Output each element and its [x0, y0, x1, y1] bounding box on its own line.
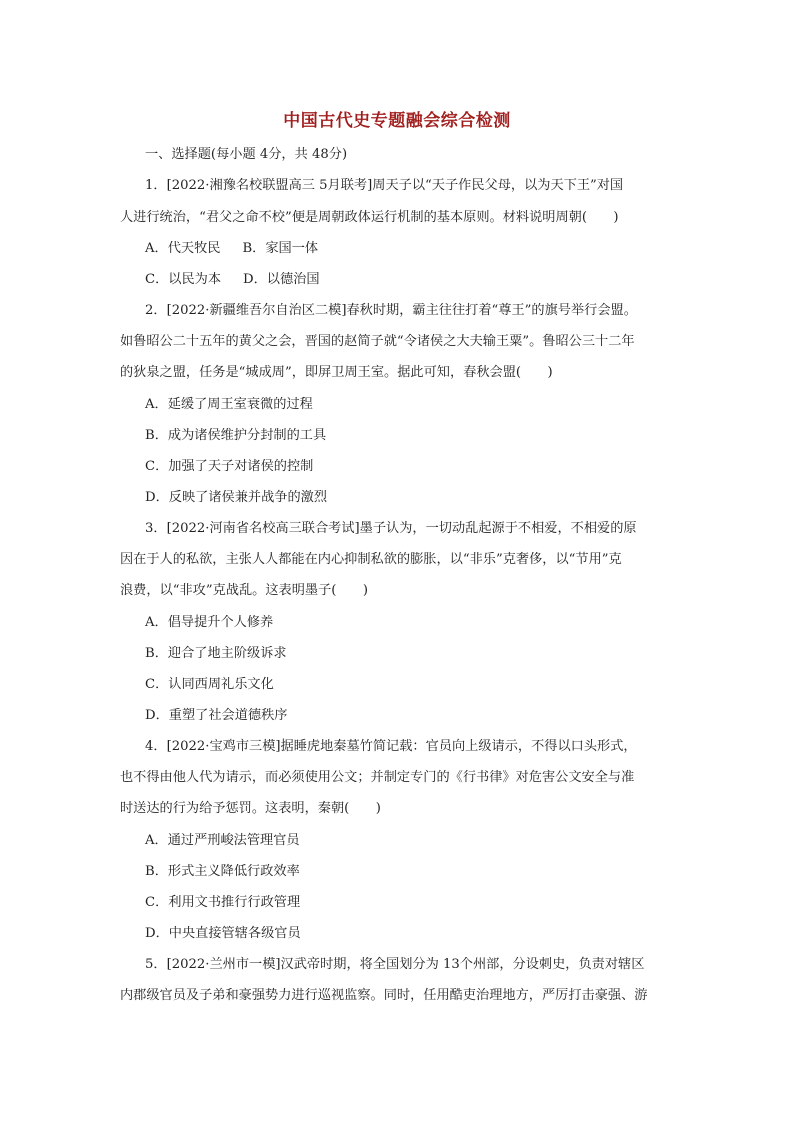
question-4-line-1: 4．[2022·宝鸡市三模]据睡虎地秦墓竹简记载：官员向上级请示，不得以口头形式，: [145, 739, 637, 754]
question-2-option-c: C．加强了天子对诸侯的控制: [145, 459, 314, 474]
question-1-option-b: B．家国一体: [242, 241, 319, 256]
question-1-options-row-1: [145, 240, 318, 258]
question-1-line-2: 人进行统治，“君父之命不校”便是周朝政体运行机制的基本原则。材料说明周朝( ): [120, 210, 619, 225]
question-5-line-2: 内郡级官员及子弟和豪强势力进行巡视监察。同时，任用酷吏治理地方，严厉打击豪强、游: [120, 988, 648, 1003]
question-4-line-2: 也不得由他人代为请示，而必须使用公文；并制定专门的《行书律》对危害公文安全与准: [120, 770, 635, 785]
question-4-option-c: C．利用文书推行行政管理: [145, 895, 301, 910]
question-1-options-row-2: [145, 271, 320, 289]
question-3-option-b: B．迎合了地主阶级诉求: [145, 646, 287, 661]
question-3-line-2: 因在于人的私欲，主张人人都能在内心抑制私欲的膨胀，以“非乐”克奢侈，以“节用”克: [120, 552, 622, 567]
question-3-line-1: 3．[2022·河南省名校高三联合考试]墨子认为，一切动乱起源于不相爱，不相爱的原: [145, 521, 637, 536]
question-5-line-1: 5．[2022·兰州市一模]汉武帝时期，将全国划分为 13个州部，分设刺史，负责对辖区: [145, 957, 645, 972]
question-2-line-1: 2．[2022·新疆维吾尔自治区二模]春秋时期，霸主往往打着“尊王”的旗号举行会盟。: [145, 303, 637, 318]
question-1-option-d: D．以德治国: [243, 272, 320, 287]
section-heading: 一、选择题(每小题 4分，共 48分): [145, 147, 348, 162]
page-title: 中国古代史专题融会综合检测: [283, 111, 511, 131]
question-4-option-b: B．形式主义降低行政效率: [145, 864, 300, 879]
question-3-option-d: D．重塑了社会道德秩序: [145, 708, 288, 723]
question-4-option-a: A．通过严刑峻法管理官员: [145, 833, 300, 848]
question-4-option-d: D．中央直接管辖各级官员: [145, 926, 301, 941]
question-2-option-a: A．延缓了周王室衰微的过程: [145, 397, 313, 412]
question-4-line-3: 时送达的行为给予惩罚。这表明，秦朝( ): [120, 801, 381, 816]
question-3-line-3: 浪费，以“非攻”克战乱。这表明墨子( ): [120, 583, 368, 598]
question-2-option-d: D．反映了诸侯兼并战争的激烈: [145, 490, 328, 505]
question-3-option-c: C．认同西周礼乐文化: [145, 677, 274, 692]
question-2-line-3: 的狄泉之盟，任务是“城成周”，即屏卫周王室。据此可知，春秋会盟( ): [120, 365, 553, 380]
question-1-option-a: A．代天牧民: [145, 241, 221, 256]
question-1-line-1: 1．[2022·湘豫名校联盟高三 5月联考]周天子以“天子作民父母，以为天下王”对国: [145, 178, 624, 193]
question-2-line-2: 如鲁昭公二十五年的黄父之会，晋国的赵简子就“令诸侯之大夫输王粟”。鲁昭公三十二年: [120, 334, 635, 349]
question-2-option-b: B．成为诸侯维护分封制的工具: [145, 428, 327, 443]
question-1-option-c: C．以民为本: [145, 272, 222, 287]
question-3-option-a: A．倡导提升个人修养: [145, 615, 274, 630]
